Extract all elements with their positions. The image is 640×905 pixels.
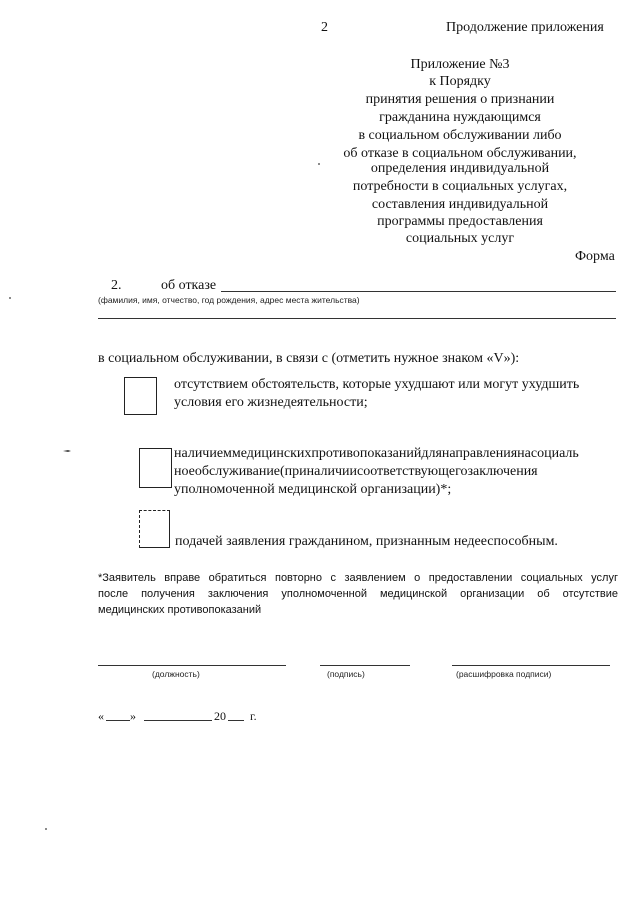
scan-mark-decoration: [63, 440, 71, 444]
signature-decoding-caption: (расшифровка подписи): [456, 669, 552, 679]
scan-speck: [45, 828, 47, 830]
appendix-line: принятия решения о признании: [365, 92, 555, 107]
signature-input-line[interactable]: [320, 665, 410, 666]
appendix-line: определения индивидуальной: [370, 161, 550, 176]
footnote-line: *Заявитель вправе обратиться повторно с заявлением о предоставлении социальных услуг: [98, 572, 618, 584]
option-checkbox-medical-contraindications[interactable]: [139, 448, 172, 488]
option-text-line: уполномоченной медицинской организации)*;: [174, 482, 452, 497]
footnote-line: медицинских противопоказаний: [98, 604, 262, 616]
option-text-line: наличиеммедицинскихпротивопоказанийдлянаправлениянасоциаль: [174, 446, 579, 461]
refusal-label: об отказе: [161, 278, 217, 293]
footnote: [98, 570, 618, 618]
scan-mark-graphic: [63, 449, 71, 453]
appendix-title: Приложение №3: [410, 57, 510, 72]
signature-decoding-input-line[interactable]: [452, 665, 610, 666]
option-text-line: условия его жизнедеятельности;: [174, 395, 368, 410]
address-input-line[interactable]: [98, 318, 616, 319]
date-year-suffix: г.: [250, 709, 257, 723]
form-label: Форма: [575, 249, 615, 264]
appendix-line: программы предоставления: [377, 214, 543, 229]
date-open-quote: «: [98, 709, 104, 723]
appendix-line: об отказе в социальном обслуживании,: [343, 146, 577, 161]
date-month-input-line[interactable]: [144, 720, 212, 721]
option-checkbox-no-circumstances[interactable]: [124, 377, 157, 415]
option-text-line: подачей заявления гражданином, признанным недееспособным.: [175, 534, 558, 549]
appendix-line: в социальном обслуживании либо: [358, 128, 562, 143]
date-year-input-line[interactable]: [228, 720, 244, 721]
scan-speck: [318, 163, 320, 165]
appendix-line: составления индивидуальной: [371, 197, 549, 212]
appendix-line: к Порядку: [429, 74, 491, 89]
option-checkbox-incapacitated[interactable]: [139, 510, 170, 548]
position-input-line[interactable]: [98, 665, 286, 666]
footnote-line: после получения заключения уполномоченной медицинской организации об отсутствие: [98, 588, 618, 600]
date-day-input-line[interactable]: [106, 720, 130, 721]
option-text-line: ноеобслуживание(приналичиисоответствующегозаключения: [174, 464, 538, 479]
date-year-prefix: 20: [214, 709, 226, 723]
option-text-line: отсутствием обстоятельств, которые ухудшают или могут ухудшить: [174, 377, 580, 392]
position-caption: (должность): [152, 669, 200, 679]
reason-intro-text: в социальном обслуживании, в связи с (отметить нужное знаком «V»):: [98, 351, 520, 366]
name-input-line[interactable]: [221, 291, 616, 292]
name-field-caption: (фамилия, имя, отчество, год рождения, адрес места жительства): [98, 295, 360, 305]
appendix-line: гражданина нуждающимся: [379, 110, 541, 125]
appendix-line: социальных услуг: [405, 231, 515, 246]
appendix-line: потребности в социальных услугах,: [352, 179, 568, 194]
page-number: 2: [321, 20, 328, 35]
signature-caption: (подпись): [327, 669, 365, 679]
section-number: 2.: [111, 278, 122, 293]
scan-speck: [9, 297, 11, 299]
continuation-label: Продолжение приложения: [446, 20, 604, 35]
date-close-quote: »: [130, 709, 136, 723]
